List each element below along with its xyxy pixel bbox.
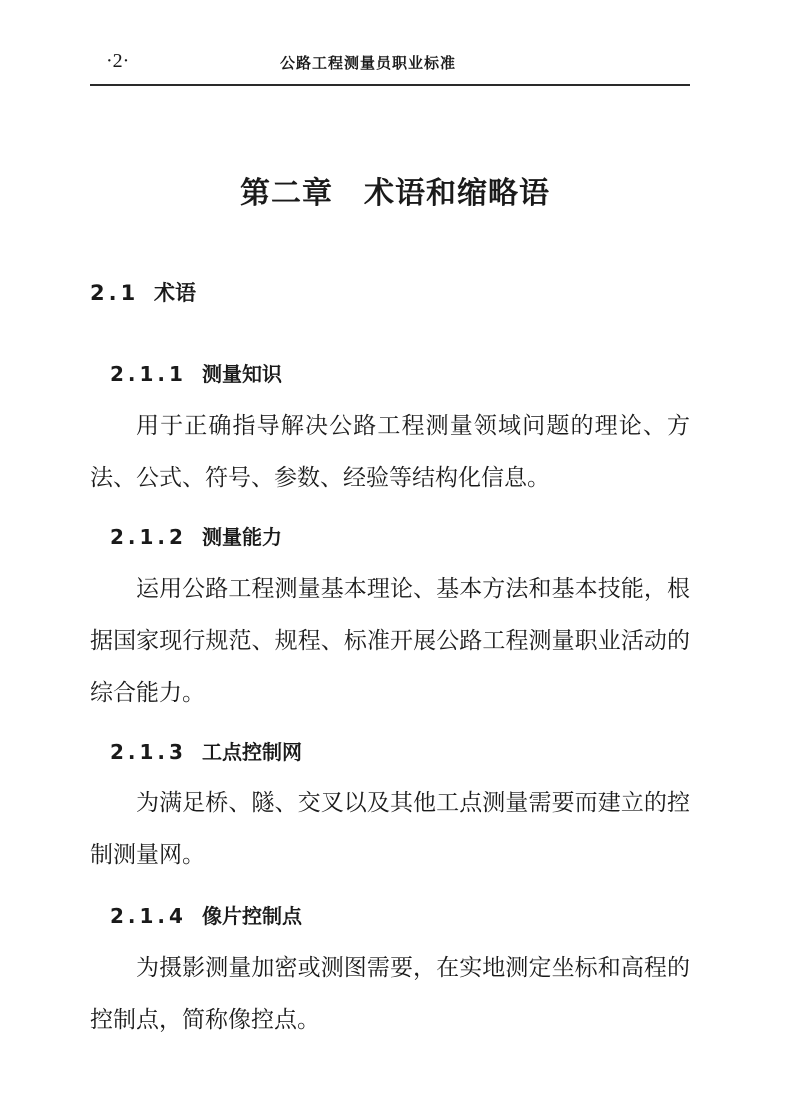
term-heading-2-1-2 <box>110 521 282 550</box>
section-heading <box>90 277 196 307</box>
term-heading-2-1-4 <box>110 900 302 929</box>
term-number: 2.1.1 <box>110 362 187 386</box>
term-title: 像片控制点 <box>202 904 302 928</box>
term-title: 测量知识 <box>202 362 282 386</box>
term-number: 2.1.2 <box>110 525 187 549</box>
chapter-title: 第二章 术语和缩略语 <box>240 176 550 211</box>
term-number: 2.1.4 <box>110 904 187 928</box>
page-header <box>90 46 690 82</box>
term-definition-2-1-4: 为摄影测量加密或测图需要，在实地测定坐标和高程的控制点，简称像控点。 <box>90 955 690 1033</box>
page-number: ·2· <box>106 50 130 72</box>
term-definition-2-1-2: 运用公路工程测量基本理论、基本方法和基本技能，根据国家现行规范、规程、标准开展公路工程测量职业活动的综合能力。 <box>90 576 690 706</box>
term-number: 2.1.3 <box>110 740 187 764</box>
term-title: 工点控制网 <box>202 740 302 764</box>
running-title: 公路工程测量员职业标准 <box>280 54 457 72</box>
header-rule <box>90 84 690 86</box>
term-heading-2-1-3 <box>110 736 302 765</box>
section-number: 2.1 <box>90 281 140 305</box>
section-title: 术语 <box>154 281 196 305</box>
term-title: 测量能力 <box>202 525 282 549</box>
term-heading-2-1-1 <box>110 358 282 387</box>
term-definition-2-1-3: 为满足桥、隧、交叉以及其他工点测量需要而建立的控制测量网。 <box>90 790 690 868</box>
term-definition-2-1-1: 用于正确指导解决公路工程测量领域问题的理论、方法、公式、符号、参数、经验等结构化信息。 <box>90 413 690 491</box>
